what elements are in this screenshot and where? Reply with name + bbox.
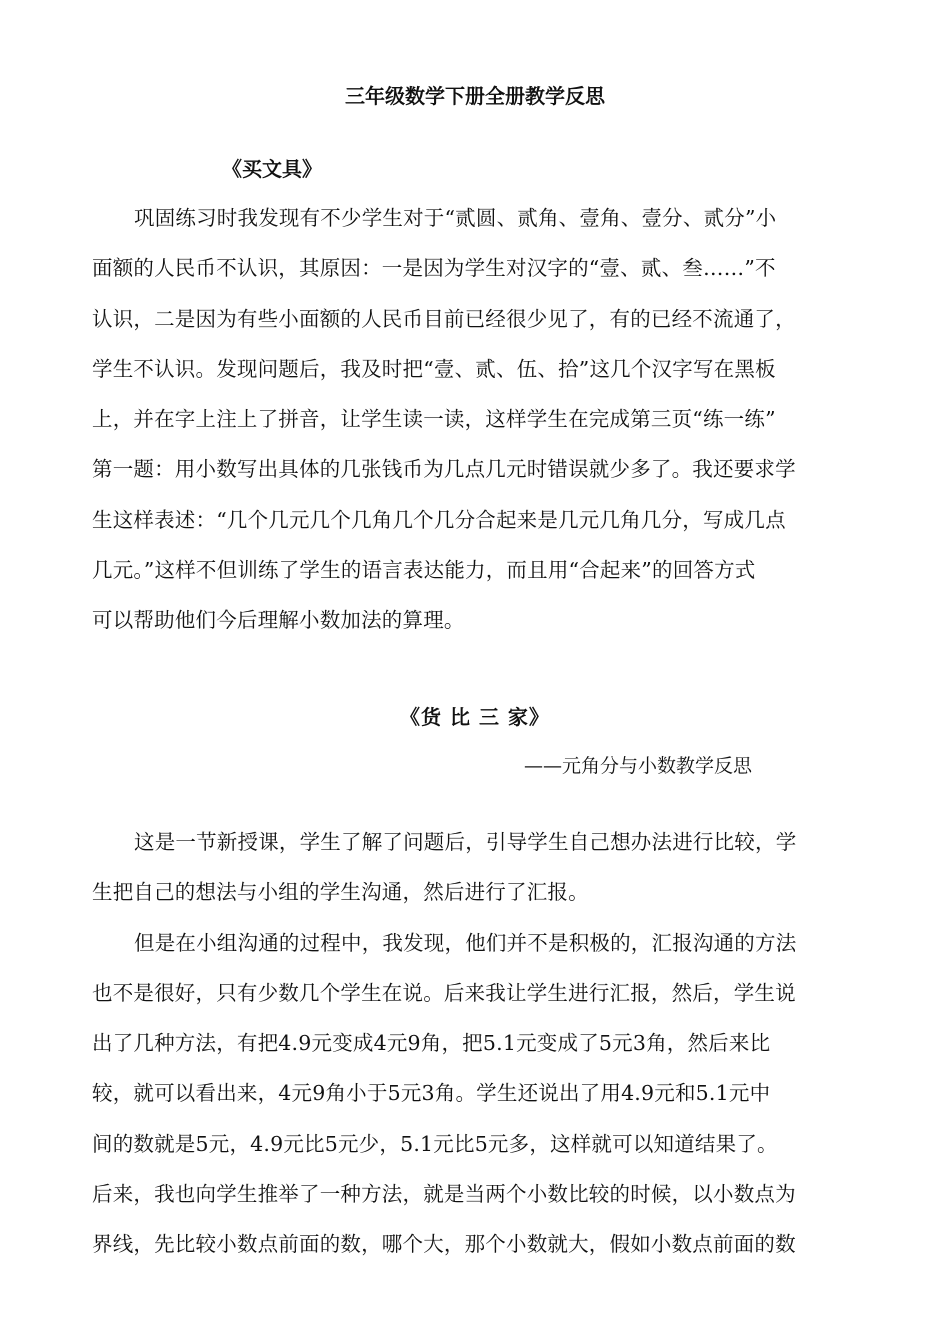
paragraph-line: 生把自己的想法与小组的学生沟通，然后进行了汇报。 [92, 880, 589, 905]
paragraph-line: 巩固练习时我发现有不少学生对于“贰圆、贰角、壹角、壹分、贰分”小 [134, 206, 777, 230]
paragraph-line: 也不是很好，只有少数几个学生在说。后来我让学生进行汇报，然后，学生说 [92, 980, 796, 1005]
paragraph-line: 较，就可以看出来，4元9角小于5元3角。学生还说出了用4.9元和5.1元中 [92, 1081, 771, 1106]
section-body-buy-stationery [92, 193, 858, 646]
paragraph-line: 这是一节新授课，学生了解了问题后，引导学生自己想办法进行比较，学 [134, 830, 797, 854]
paragraph-line: 但是在小组沟通的过程中，我发现，他们并不是积极的，汇报沟通的方法 [134, 930, 797, 955]
paragraph-line: 上，并在字上注上了拼音，让学生读一读，这样学生在完成第三页“练一练” [92, 407, 776, 432]
paragraph-line: 第一题：用小数写出具体的几张钱币为几点几元时错误就少多了。我还要求学 [92, 457, 796, 482]
paragraph-line: 几元。”这样不但训练了学生的语言表达能力，而且用“合起来”的回答方式 [92, 558, 756, 583]
document-title: 三年级数学下册全册教学反思 [345, 84, 605, 108]
paragraph-line: 可以帮助他们今后理解小数加法的算理。 [92, 608, 465, 633]
paragraph-line: 后来，我也向学生推举了一种方法，就是当两个小数比较的时候，以小数点为 [92, 1182, 796, 1207]
section-title-buy-stationery: 《买文具》 [222, 157, 322, 181]
section-title-compare-three-shops: 《货 比 三 家》 [400, 705, 550, 729]
section-body-compare-three-shops [92, 817, 858, 1270]
section-subtitle: ——元角分与小数教学反思 [524, 755, 753, 777]
paragraph-line: 认识，二是因为有些小面额的人民币目前已经很少见了，有的已经不流通了， [92, 306, 796, 331]
paragraph-line: 面额的人民币不认识，其原因：一是因为学生对汉字的“壹、贰、叁……”不 [92, 256, 776, 281]
paragraph-line: 出了几种方法，有把4.9元变成4元9角，把5.1元变成了5元3角，然后来比 [92, 1031, 771, 1056]
paragraph-line: 界线，先比较小数点前面的数，哪个大，那个小数就大，假如小数点前面的数 [92, 1232, 796, 1257]
paragraph-line: 间的数就是5元，4.9元比5元少，5.1元比5元多，这样就可以知道结果了。 [92, 1131, 778, 1156]
paragraph-line: 学生不认识。发现问题后，我及时把“壹、贰、伍、拾”这几个汉字写在黑板 [92, 356, 776, 381]
paragraph-line: 生这样表述：“几个几元几个几角几个几分合起来是几元几角几分，写成几点 [92, 507, 786, 532]
